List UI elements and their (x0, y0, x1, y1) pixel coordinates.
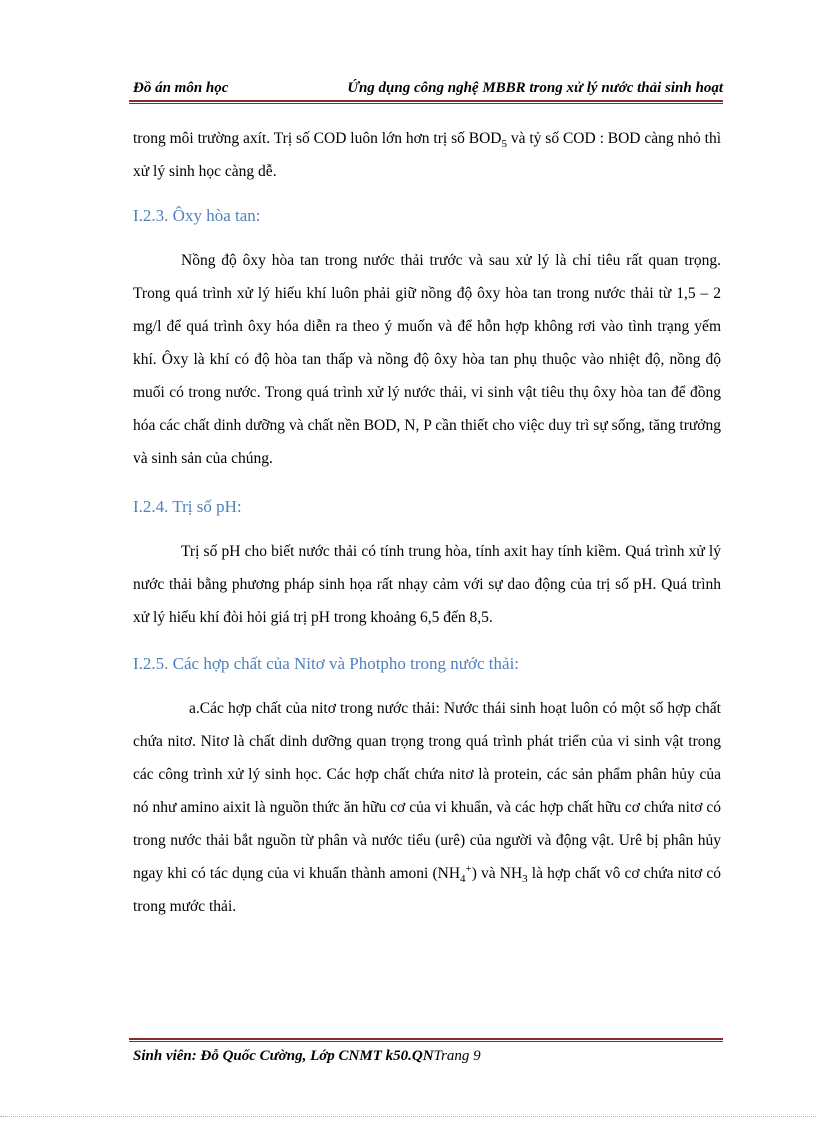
page-edge-dotted-line (0, 1116, 816, 1118)
nitrogen-paragraph (133, 692, 721, 923)
nitrogen-text-1: a.Các hợp chất của nitơ trong nước thải: Nước thái sinh hoạt luôn có một số hợp chất chứa nitơ. Nitơ là chất dinh dưỡng quan trọng trong quá trình phát triển của vi sinh vật trong các công trình xử lý sinh học. Các hợp chất chứa nitơ là protein, các sản phẩm phân hủy của nó như amino aixit là nguồn thức ăn hữu cơ của vi khuẩn, và các hợp chất hữu cơ chứa nitơ có trong nước thải bắt nguồn từ phân và nước tiểu (urê) của người và động vật. Urê bị phân hủy ngay khi có tác dụng của vi khuẩn thành amoni (NH (133, 700, 721, 882)
intro-text-2: và tỷ số COD : BOD càng nhỏ thì xử lý sinh học càng dễ. (133, 130, 721, 180)
oxygen-paragraph: Nồng độ ôxy hòa tan trong nước thải trước và sau xử lý là chỉ tiêu rất quan trọng. Trong quá trình xử lý hiếu khí luôn phải giữ nồng độ ôxy hòa tan trong nước thải từ 1,5 – 2 mg/l để quá trình ôxy hóa diễn ra theo ý muốn và để hỗn hợp không rơi vào tình trạng yếm khí. Ôxy là khí có độ hòa tan thấp và nồng độ ôxy hòa tan phụ thuộc vào nhiệt độ, nồng độ muối có trong nước. Trong quá trình xử lý nước thải, vi sinh vật tiêu thụ ôxy hòa tan để đồng hóa các chất dinh dưỡng và chất nền BOD, N, P cần thiết cho việc duy trì sự sống, tăng trưởng và sinh sản của chúng. (133, 252, 721, 467)
nh3-subscript: 3 (522, 873, 528, 886)
page-header (133, 78, 723, 102)
header-divider (129, 100, 723, 104)
intro-text-1: trong môi trường axít. Trị số COD luôn lớn hơn trị số BOD (133, 130, 502, 147)
intro-subscript: 5 (501, 138, 507, 151)
footer-page-number: Trang 9 (433, 1048, 481, 1064)
ph-paragraph: Trị số pH cho biết nước thải có tính trung hòa, tính axit hay tính kiềm. Quá trình xử lý nước thải bằng phương pháp sinh họa rất nhạy cảm với sự dao động của trị số pH. Quá trình xử lý hiếu khí đòi hỏi giá trị pH trong khoảng 6,5 đến 8,5. (133, 543, 721, 626)
section-heading-nitrogen-phosphorus: I.2.5. Các hợp chất của Nitơ và Photpho trong nước thải: (133, 654, 520, 673)
nh4-superscript: + (465, 862, 472, 875)
section-heading-oxygen: I.2.3. Ôxy hòa tan: (133, 206, 261, 225)
nitrogen-text-3: là hợp chất vô cơ chứa nitơ có trong mước thải. (133, 865, 721, 915)
page-body (133, 122, 721, 923)
intro-paragraph (133, 122, 721, 188)
header-document-title: Ứng dụng công nghệ MBBR trong xử lý nước thải sinh hoạt (347, 80, 723, 96)
section-heading-ph: I.2.4. Trị số pH: (133, 497, 242, 516)
header-course-title: Đồ án môn học (133, 80, 229, 96)
nh4-subscript: 4 (460, 873, 466, 886)
footer-student-info: Sinh viên: Đỗ Quốc Cường, Lớp CNMT k50.QN (133, 1048, 434, 1064)
page-footer (133, 1048, 723, 1065)
nitrogen-text-2: ) và NH (471, 865, 523, 882)
footer-divider (129, 1038, 723, 1042)
